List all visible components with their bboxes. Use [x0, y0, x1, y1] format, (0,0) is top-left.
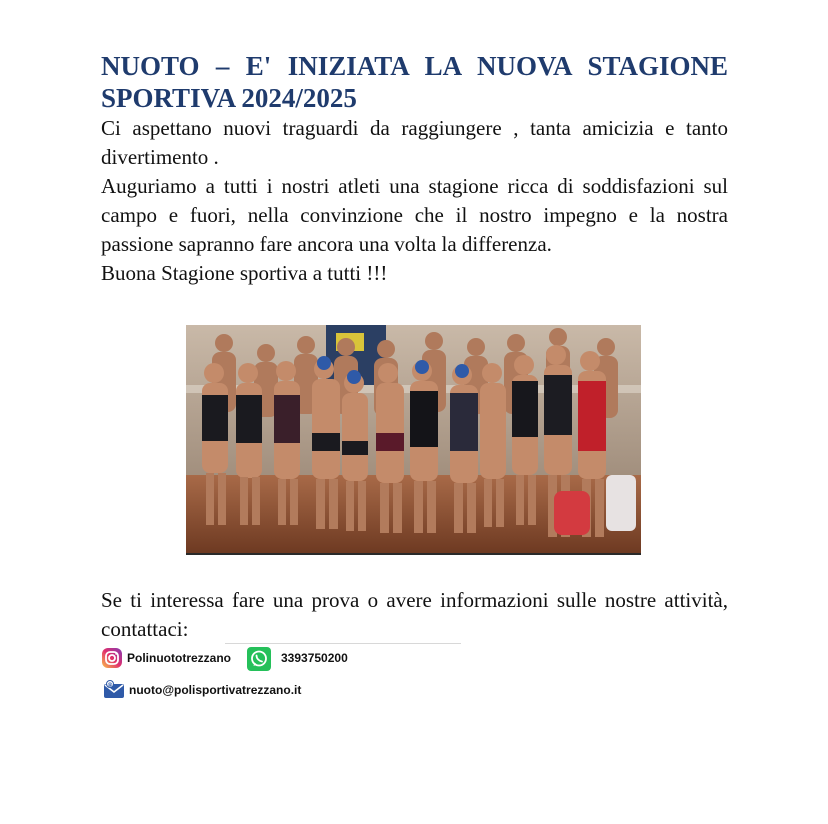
email-icon [103, 679, 125, 701]
article-title: NUOTO – E' INIZIATA LA NUOVA STAGIONE SPORTIVA 2024/2025 [101, 51, 728, 113]
contact-info [101, 643, 361, 703]
whatsapp-number[interactable]: 3393750200 [281, 651, 348, 665]
article [101, 50, 728, 288]
article-paragraph-2: Auguriamo a tutti i nostri atleti una stagione ricca di soddisfazioni sul campo e fuori, nella convinzione che il nostro impegno e la nostra passione sapranno fare ancora una volta la differenza. [101, 174, 728, 256]
svg-text:@: @ [107, 682, 113, 688]
email-address[interactable]: nuoto@polisportivatrezzano.it [129, 683, 302, 697]
social-row [101, 647, 348, 669]
contact-section [101, 586, 728, 644]
email-row [103, 679, 301, 701]
whatsapp-icon [247, 647, 269, 669]
contact-intro: Se ti interessa fare una prova o avere informazioni sulle nostre attività, contattaci: [101, 588, 728, 641]
article-paragraph-1: Ci aspettano nuovi traguardi da raggiungere , tanta amicizia e tanto divertimento . [101, 116, 728, 169]
team-photo-image [186, 325, 641, 553]
instagram-handle[interactable]: Polinuototrezzano [127, 651, 231, 665]
divider [225, 643, 461, 644]
article-paragraph-3: Buona Stagione sportiva a tutti !!! [101, 261, 388, 285]
team-photo [186, 325, 641, 555]
instagram-icon [101, 647, 123, 669]
